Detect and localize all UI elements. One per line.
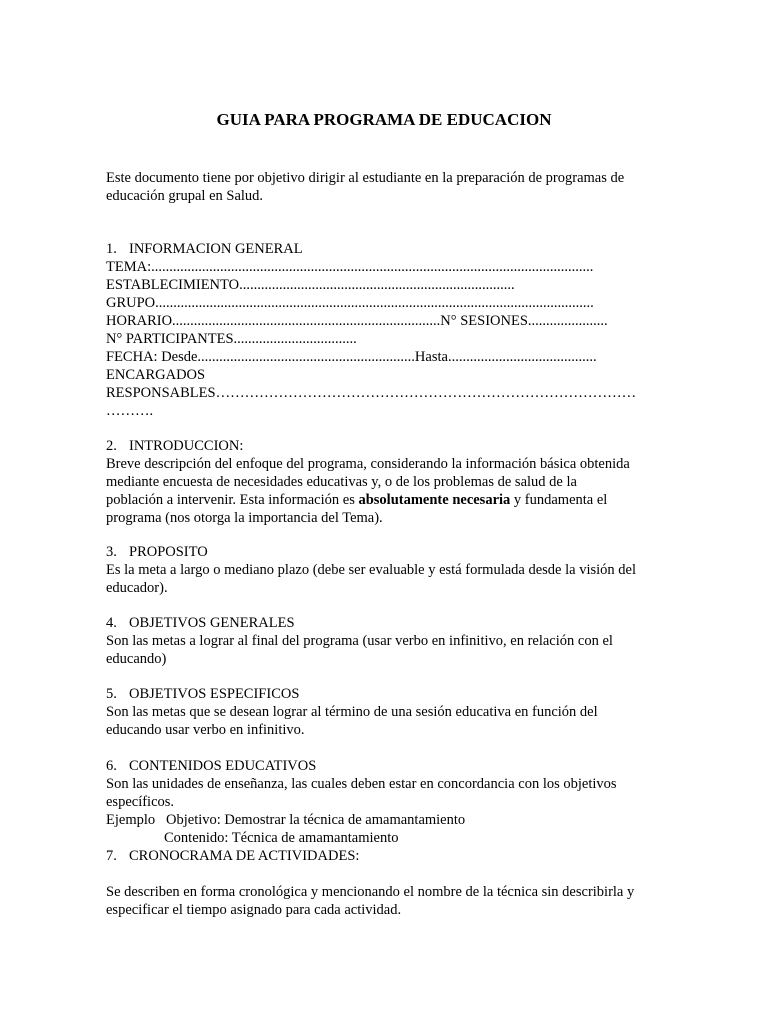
section-introduccion — [106, 437, 662, 527]
section-heading — [106, 614, 662, 632]
body-line: Breve descripción del enfoque del programa, considerando la información básica obtenida — [106, 456, 630, 472]
section-heading-text: OBJETIVOS GENERALES — [129, 615, 295, 631]
section-heading-text: INFORMACION GENERAL — [129, 241, 303, 257]
section-heading-text: CONTENIDOS EDUCATIVOS — [129, 758, 317, 774]
field-horario: HORARIO..........................................................................N° SESIONES...................... — [106, 313, 608, 329]
body-text: y fundamenta el — [510, 492, 608, 508]
body-line — [106, 491, 662, 509]
body-line: Se describen en forma cronológica y mencionando el nombre de la técnica sin describirla y — [106, 884, 635, 900]
body-line: especificar el tiempo asignado para cada actividad. — [106, 902, 402, 918]
page-title: GUIA PARA PROGRAMA DE EDUCACION — [216, 110, 552, 129]
field-fecha: FECHA: Desde............................................................Hasta......................................... — [106, 349, 597, 365]
body-line: mediante encuesta de necesidades educativas y, o de los problemas de salud de la — [106, 474, 577, 490]
section-objetivos-generales — [106, 614, 662, 668]
field-tema: TEMA:.......................................................................................................................... — [106, 259, 594, 275]
section-number: 7. — [106, 848, 117, 864]
body-line: Son las metas a lograr al final del programa (usar verbo en infinitivo, en relación con el — [106, 633, 613, 649]
section-heading — [106, 240, 662, 258]
field-responsables: RESPONSABLES…………………………………………………………………………… — [106, 385, 637, 401]
body-line: programa (nos otorga la importancia del Tema). — [106, 510, 383, 526]
section-objetivos-especificos — [106, 685, 662, 739]
section-heading-text: PROPOSITO — [129, 544, 208, 560]
section-heading — [106, 685, 662, 703]
section-contenidos-educativos — [106, 757, 662, 847]
field-participantes: N° PARTICIPANTES.................................. — [106, 331, 357, 347]
field-encargados: ENCARGADOS — [106, 367, 206, 383]
body-line: Son las unidades de enseñanza, las cuales deben estar en concordancia con los objetivos — [106, 776, 617, 792]
emphasis-text: absolutamente necesaria — [358, 492, 511, 508]
section-informacion-general — [106, 240, 662, 420]
body-line: educando) — [106, 651, 167, 667]
section-number: 5. — [106, 686, 117, 702]
field-responsables-continued: ………. — [106, 403, 154, 419]
body-text: población a intervenir. Esta información es — [106, 492, 359, 508]
body-line: educando usar verbo en infinitivo. — [106, 722, 305, 738]
section-cronograma — [106, 847, 662, 865]
body-line: específicos. — [106, 794, 175, 810]
cronograma-description — [106, 883, 662, 919]
section-number: 6. — [106, 758, 117, 774]
intro-line: Este documento tiene por objetivo dirigir al estudiante en la preparación de programas de — [106, 170, 625, 186]
section-number: 3. — [106, 544, 117, 560]
section-proposito — [106, 543, 662, 597]
section-heading — [106, 757, 662, 775]
section-number: 2. — [106, 438, 117, 454]
field-establecimiento: ESTABLECIMIENTO............................................................................ — [106, 277, 515, 293]
body-line: Son las metas que se desean lograr al término de una sesión educativa en función del — [106, 704, 598, 720]
section-heading — [106, 437, 662, 455]
section-heading-text: OBJETIVOS ESPECIFICOS — [129, 686, 300, 702]
body-line: Es la meta a largo o mediano plazo (debe ser evaluable y está formulada desde la visión del — [106, 562, 636, 578]
example-line: Ejemplo Objetivo: Demostrar la técnica de amamantamiento — [106, 812, 466, 828]
field-grupo: GRUPO......................................................................................................................... — [106, 295, 594, 311]
section-heading — [106, 543, 662, 561]
body-line: educador). — [106, 580, 168, 596]
section-number: 4. — [106, 615, 117, 631]
section-heading — [106, 847, 662, 865]
content-line: Contenido: Técnica de amamantamiento — [164, 830, 399, 846]
intro-paragraph — [106, 169, 662, 205]
section-heading-text: CRONOCRAMA DE ACTIVIDADES: — [129, 848, 360, 864]
intro-line: educación grupal en Salud. — [106, 188, 264, 204]
section-heading-text: INTRODUCCION: — [129, 438, 244, 454]
section-number: 1. — [106, 241, 117, 257]
